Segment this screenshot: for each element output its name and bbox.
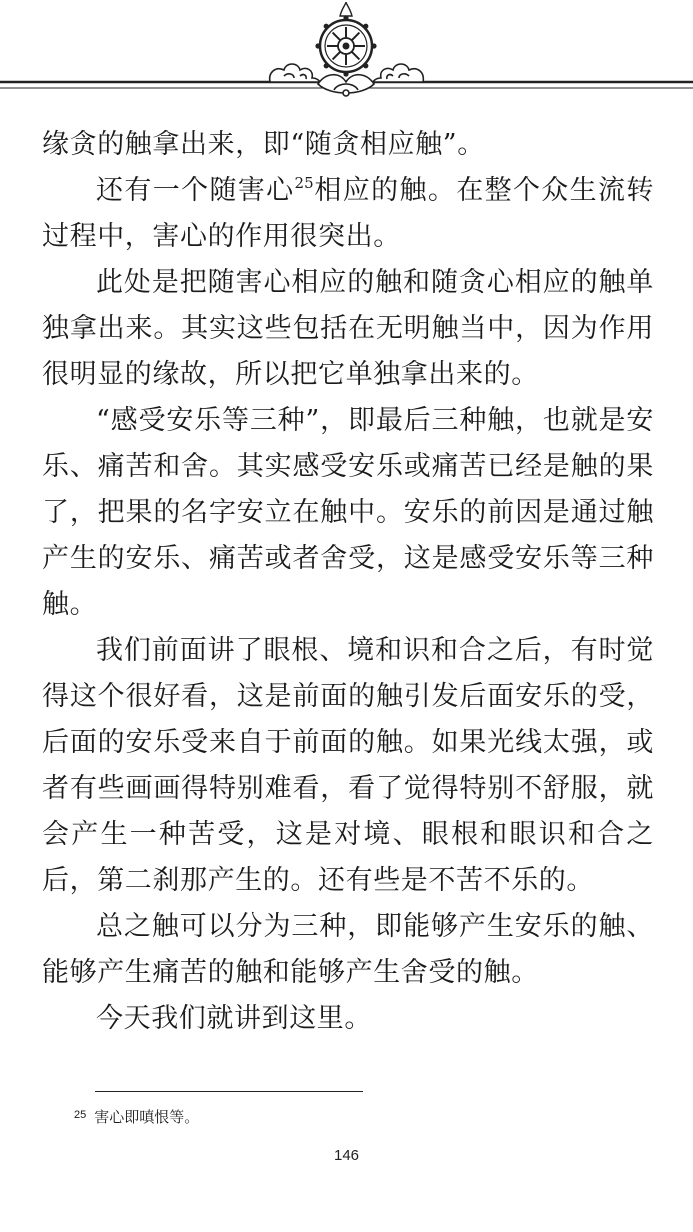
paragraph-2-text-b: 相应的触。在整个众生流转过程中，害心的作用很突出。 (42, 175, 654, 252)
dharma-wheel-icon (0, 0, 693, 110)
footnote-text: 害心即嗔恨等。 (94, 1108, 200, 1126)
paragraph-3: 此处是把随害心相应的触和随贪心相应的触单独拿出来。其实这些包括在无明触当中，因为作用很明显的缘故，所以把它单独拿出来的。 (42, 267, 654, 390)
body-text (42, 122, 654, 1042)
footnote (74, 1104, 199, 1128)
paragraph-7: 今天我们就讲到这里。 (96, 1003, 372, 1034)
paragraph-6: 总之触可以分为三种，即能够产生安乐的触、能够产生痛苦的触和能够产生舍受的触。 (42, 911, 654, 988)
page-number: 146 (333, 1147, 360, 1164)
paragraph-1: 缘贪的触拿出来，即“随贪相应触”。 (42, 129, 485, 160)
footnote-number: 25 (74, 1109, 87, 1121)
footnote-divider (95, 1091, 363, 1092)
paragraph-5: 我们前面讲了眼根、境和识和合之后，有时觉得这个很好看，这是前面的触引发后面安乐的受，后面的安乐受来自于前面的触。如果光线太强，或者有些画画得特别难看，看了觉得特别不舒服，就会产生一种苦受，这是对境、眼根和眼识和合之后，第二刹那产生的。还有些是不苦不乐的。 (42, 635, 654, 896)
paragraph-2 (42, 168, 654, 260)
page-header (0, 0, 693, 110)
paragraph-4: “感受安乐等三种”，即最后三种触，也就是安乐、痛苦和舍。其实感受安乐或痛苦已经是触的果了，把果的名字安立在触中。安乐的前因是通过触产生的安乐、痛苦或者舍受，这是感受安乐等三种触。 (42, 405, 654, 620)
paragraph-2-text-a: 还有一个随害心 (96, 175, 295, 206)
footnote-reference[interactable]: 25 (294, 174, 314, 192)
